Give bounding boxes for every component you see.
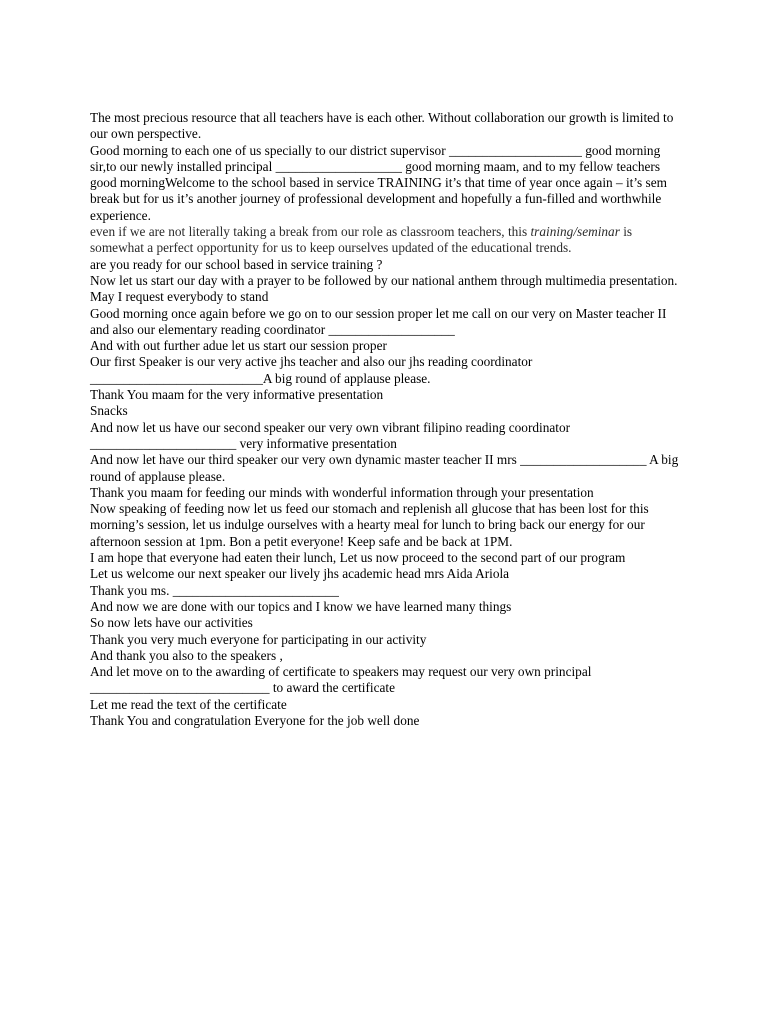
third-speaker-paragraph: And now let have our third speaker our very own dynamic master teacher II mrs ___________________ A big round of applause please. — [90, 452, 679, 484]
ready-question: are you ready for our school based in service training ? — [90, 256, 383, 272]
thank-speakers-line: And thank you also to the speakers , — [90, 647, 283, 663]
seminar-paragraph — [90, 224, 680, 257]
seminar-italic-text: training/seminar — [530, 224, 620, 240]
closing-line: Thank You and congratulation Everyone for the job well done — [90, 712, 420, 728]
seminar-text-after: is somewhat a perfect opportunity for us to keep ourselves updated of the educational trends. — [90, 224, 633, 256]
certificate-text-line: Let me read the text of the certificate — [90, 696, 287, 712]
master-teacher-paragraph: Good morning once again before we go on to our session proper let me call on our very on Master teacher II and also our elementary reading coordinator ___________________ — [90, 305, 667, 337]
lunch-paragraph: Now speaking of feeding now let us feed our stomach and replenish all glucose that has been lost for this morning’s session, let us indulge ourselves with a hearty meal for lunch to bring back our energy for our afternoon session at 1pm. Bon a petit everyone! Keep safe and be back at 1PM. — [90, 501, 649, 549]
opening-quote: The most precious resource that all teachers have is each other. Without collaboration our growth is limited to our own perspective. — [90, 110, 674, 142]
awarding-paragraph: And let move on to the awarding of certificate to speakers may request our very own principal ___________________________ to award the certificate — [90, 664, 592, 696]
seminar-text-before: even if we are not literally taking a break from our role as classroom teachers, this — [90, 224, 531, 240]
session-start-line: And with out further adue let us start our session proper — [90, 338, 387, 354]
activities-line: So now lets have our activities — [90, 615, 253, 631]
first-speaker-paragraph: Our first Speaker is our very active jhs teacher and also our jhs reading coordinator __________________________A big round of applause please. — [90, 354, 533, 386]
prayer-paragraph: Now let us start our day with a prayer to be followed by our national anthem through multimedia presentation. May I request everybody to stand — [90, 272, 678, 305]
next-speaker-line: Let us welcome our next speaker our lively jhs academic head mrs Aida Ariola — [90, 566, 510, 582]
topics-done-line: And now we are done with our topics and I know we have learned many things — [90, 598, 512, 614]
greeting-paragraph: Good morning to each one of us specially to our district supervisor ____________________ good morning sir,to our newly installed principal ___________________ good morning maam, and to my fellow teachers good morningWelcome to the school based in service TRAINING it’s that time of year once again – it’s sem break but for us it’s another journey of professional development and hopefully a fun-filled and worthwhile experience. — [90, 142, 667, 223]
thank-you-ms-line: Thank you ms. _________________________ — [90, 582, 339, 598]
after-lunch-line: I am hope that everyone had eaten their lunch, Let us now proceed to the second part of our program — [90, 550, 626, 566]
second-speaker-paragraph: And now let us have our second speaker our very own vibrant filipino reading coordinator ______________________ very informative presentation — [90, 419, 571, 451]
thank-you-line-2: Thank you maam for feeding our minds with wonderful information through your presentation — [90, 484, 594, 500]
snacks-line: Snacks — [90, 403, 128, 419]
thank-participants-line: Thank you very much everyone for participating in our activity — [90, 631, 427, 647]
thank-you-line-1: Thank You maam for the very informative presentation — [90, 387, 384, 403]
document-body — [90, 110, 680, 729]
